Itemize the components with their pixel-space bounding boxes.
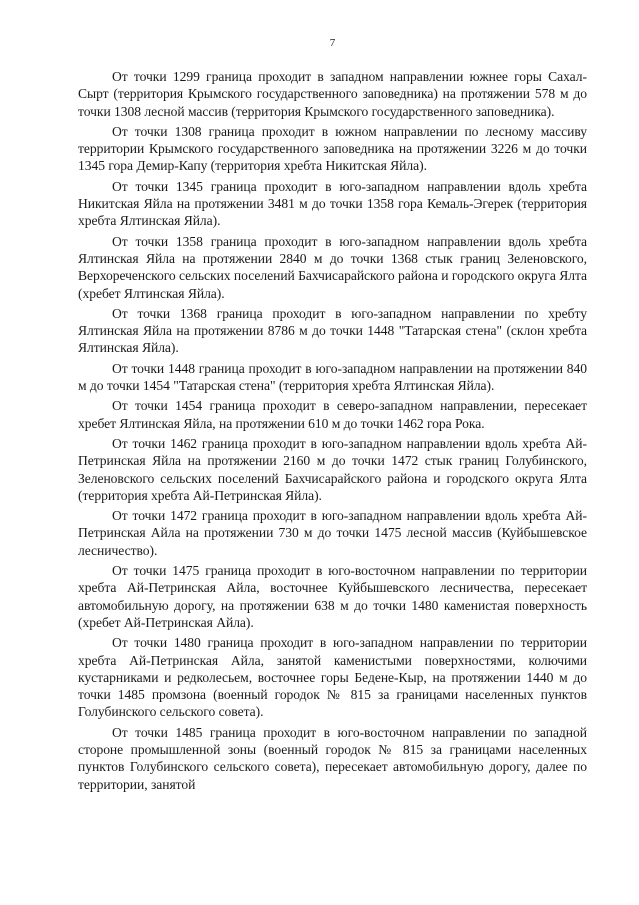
paragraph-point-1485: От точки 1485 граница проходит в юго-восточном направлении по западной стороне промышленной зоны (военный городок № 815 за границами населенных пунктов Голубинского сельского совета), пересекает автомобильную дорогу, далее по территории, занятой	[78, 724, 587, 792]
paragraph-point-1480: От точки 1480 граница проходит в юго-западном направлении по территории хребта Ай-Петринская Айла, занятой каменистыми поверхностями, колючими кустарниками и редколесьем, восточнее горы Бедене-Кыр, на протяжении 1440 м до точки 1485 промзона (военный городок № 815 за границами населенных пунктов Голубинского сельского совета).	[78, 635, 587, 720]
paragraph-point-1368: От точки 1368 граница проходит в юго-западном направлении по хребту Ялтинская Яйла на протяжении 8786 м до точки 1448 "Татарская стена" (склон хребта Ялтинская Яйла).	[78, 305, 587, 356]
paragraph-point-1462: От точки 1462 граница проходит в юго-западном направлении вдоль хребта Ай-Петринская Яйла на протяжении 2160 м до точки 1472 стык границ Голубинского, Зеленовского сельских поселений Бахчисарайского района и городского округа Ялта (территория хребта Ай-Петринская Яйла).	[78, 435, 587, 503]
paragraph-point-1448: От точки 1448 граница проходит в юго-западном направлении на протяжении 840 м до точки 1454 "Татарская стена" (территория хребта Ялтинская Яйла).	[78, 360, 587, 394]
paragraph-point-1345: От точки 1345 граница проходит в юго-западном направлении вдоль хребта Никитская Яйла на протяжении 3481 м до точки 1358 гора Кемаль-Эгерек (территория хребта Ялтинская Яйла).	[78, 178, 587, 229]
paragraph-point-1299: От точки 1299 граница проходит в западном направлении южнее горы Сахал-Сырт (территория Крымского государственного заповедника) на протяжении 578 м до точки 1308 лесной массив (территория Крымского государственного заповедника).	[78, 69, 587, 119]
paragraph-point-1308: От точки 1308 граница проходит в южном направлении по лесному массиву территории Крымского государственного заповедника на протяжении 3226 м до точки 1345 гора Демир-Капу (территория хребта Никитская Яйла).	[78, 123, 587, 174]
page-number: 7	[329, 37, 336, 49]
paragraph-point-1475: От точки 1475 граница проходит в юго-восточном направлении по территории хребта Ай-Петринская Айла, восточнее Куйбышевского лесничества, пересекает автомобильную дорогу, на протяжении 638 м до точки 1480 каменистая поверхность (хребет Ай-Петринская Айла).	[78, 563, 587, 630]
paragraph-point-1472: От точки 1472 граница проходит в юго-западном направлении вдоль хребта Ай-Петринская Айла на протяжении 730 м до точки 1475 лесной массив (Куйбышевское лесничество).	[78, 508, 587, 558]
paragraph-point-1358: От точки 1358 граница проходит в юго-западном направлении вдоль хребта Ялтинская Яйла на протяжении 2840 м до точки 1368 стык границ Зеленовского, Верхореченского сельских поселений Бахчисарайского района и городского округа Ялта (хребет Ялтинская Яйла).	[78, 233, 587, 301]
paragraph-point-1454: От точки 1454 граница проходит в северо-западном направлении, пересекает хребет Ялтинская Яйла, на протяжении 610 м до точки 1462 гора Рока.	[78, 398, 587, 431]
